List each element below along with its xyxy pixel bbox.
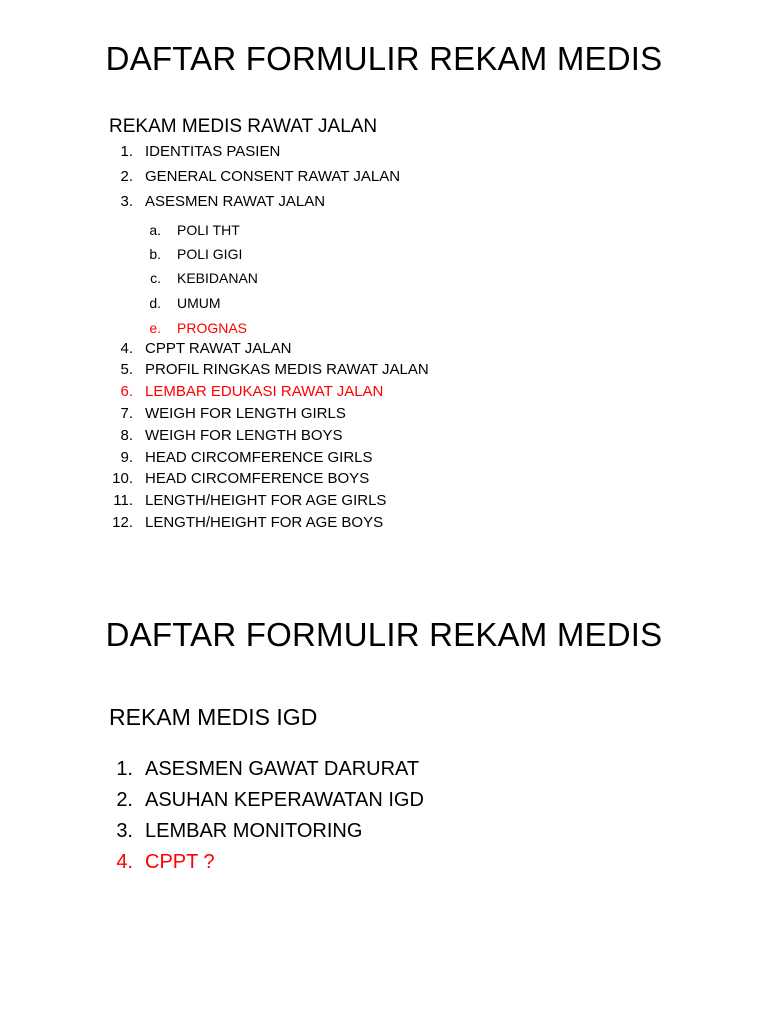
list-item-label: LEMBAR MONITORING xyxy=(145,820,363,842)
sublist-letter: e. xyxy=(149,320,161,336)
sublist-letter: a. xyxy=(149,222,161,238)
sublist-item xyxy=(149,295,221,311)
sublist-item-label: KEBIDANAN xyxy=(177,270,258,286)
list-item-label: ASUHAN KEPERAWATAN IGD xyxy=(145,789,424,811)
list-item-label: GENERAL CONSENT RAWAT JALAN xyxy=(145,168,401,185)
sublist-item xyxy=(149,246,243,262)
list-item xyxy=(120,143,281,160)
list-item-label: HEAD CIRCOMFERENCE BOYS xyxy=(145,470,370,487)
list-number: 10. xyxy=(112,470,133,487)
sublist-letter: b. xyxy=(149,246,161,262)
list-number: 5. xyxy=(120,361,133,378)
list-item-label: IDENTITAS PASIEN xyxy=(145,143,281,160)
sublist-item-label: POLI GIGI xyxy=(177,246,243,262)
list-item xyxy=(116,820,363,843)
list-number: 4. xyxy=(116,851,133,873)
list-item-highlighted xyxy=(116,851,215,874)
list-item xyxy=(120,361,429,378)
slide-title: DAFTAR FORMULIR REKAM MEDIS xyxy=(105,40,663,77)
list-number: 11. xyxy=(113,492,133,509)
list-item-label: PROFIL RINGKAS MEDIS RAWAT JALAN xyxy=(145,361,429,378)
sublist-letter: d. xyxy=(149,295,161,311)
slide-title: DAFTAR FORMULIR REKAM MEDIS xyxy=(105,616,663,653)
list-item-label: CPPT ? xyxy=(145,851,215,873)
sublist-item-label: UMUM xyxy=(177,295,221,311)
list-item-label: ASESMEN GAWAT DARURAT xyxy=(145,758,420,780)
list-number: 6. xyxy=(120,383,133,400)
list-item xyxy=(120,405,346,422)
list-item-label: WEIGH FOR LENGTH BOYS xyxy=(145,427,343,444)
list-item-label: WEIGH FOR LENGTH GIRLS xyxy=(145,405,346,422)
list-item xyxy=(120,449,373,466)
list-number: 8. xyxy=(120,427,133,444)
list-number: 9. xyxy=(120,449,133,466)
list-number: 2. xyxy=(120,168,133,185)
list-item xyxy=(116,789,424,812)
sublist-item-label: PROGNAS xyxy=(177,320,248,336)
sublist-item-highlighted xyxy=(149,320,248,336)
list-item-label: LENGTH/HEIGHT FOR AGE BOYS xyxy=(145,514,384,531)
list-item xyxy=(120,340,292,357)
list-item-label: LEMBAR EDUKASI RAWAT JALAN xyxy=(145,383,384,400)
list-item-label: LENGTH/HEIGHT FOR AGE GIRLS xyxy=(145,492,387,509)
list-number: 2. xyxy=(116,789,133,811)
list-item xyxy=(116,758,420,781)
list-item xyxy=(112,470,370,487)
list-number: 7. xyxy=(120,405,133,422)
list-number: 12. xyxy=(112,514,133,531)
list-item xyxy=(113,492,387,509)
list-number: 4. xyxy=(120,340,133,357)
list-number: 1. xyxy=(120,143,133,160)
list-item-highlighted xyxy=(120,383,384,400)
list-item-label: HEAD CIRCOMFERENCE GIRLS xyxy=(145,449,373,466)
list-number: 1. xyxy=(116,758,133,780)
list-item-label: ASESMEN RAWAT JALAN xyxy=(145,193,326,210)
sublist-item-label: POLI THT xyxy=(177,222,240,238)
slide-igd xyxy=(0,580,768,1000)
list-item xyxy=(112,514,384,531)
list-item-label: CPPT RAWAT JALAN xyxy=(145,340,292,357)
list-item xyxy=(120,168,401,185)
list-number: 3. xyxy=(120,193,133,210)
sublist-item xyxy=(150,270,258,286)
section-heading: REKAM MEDIS RAWAT JALAN xyxy=(109,116,378,137)
section-heading: REKAM MEDIS IGD xyxy=(109,704,318,730)
sublist-item xyxy=(149,222,240,238)
list-number: 3. xyxy=(116,820,133,842)
sublist-letter: c. xyxy=(150,270,161,286)
list-item xyxy=(120,427,343,444)
list-item xyxy=(120,193,326,210)
